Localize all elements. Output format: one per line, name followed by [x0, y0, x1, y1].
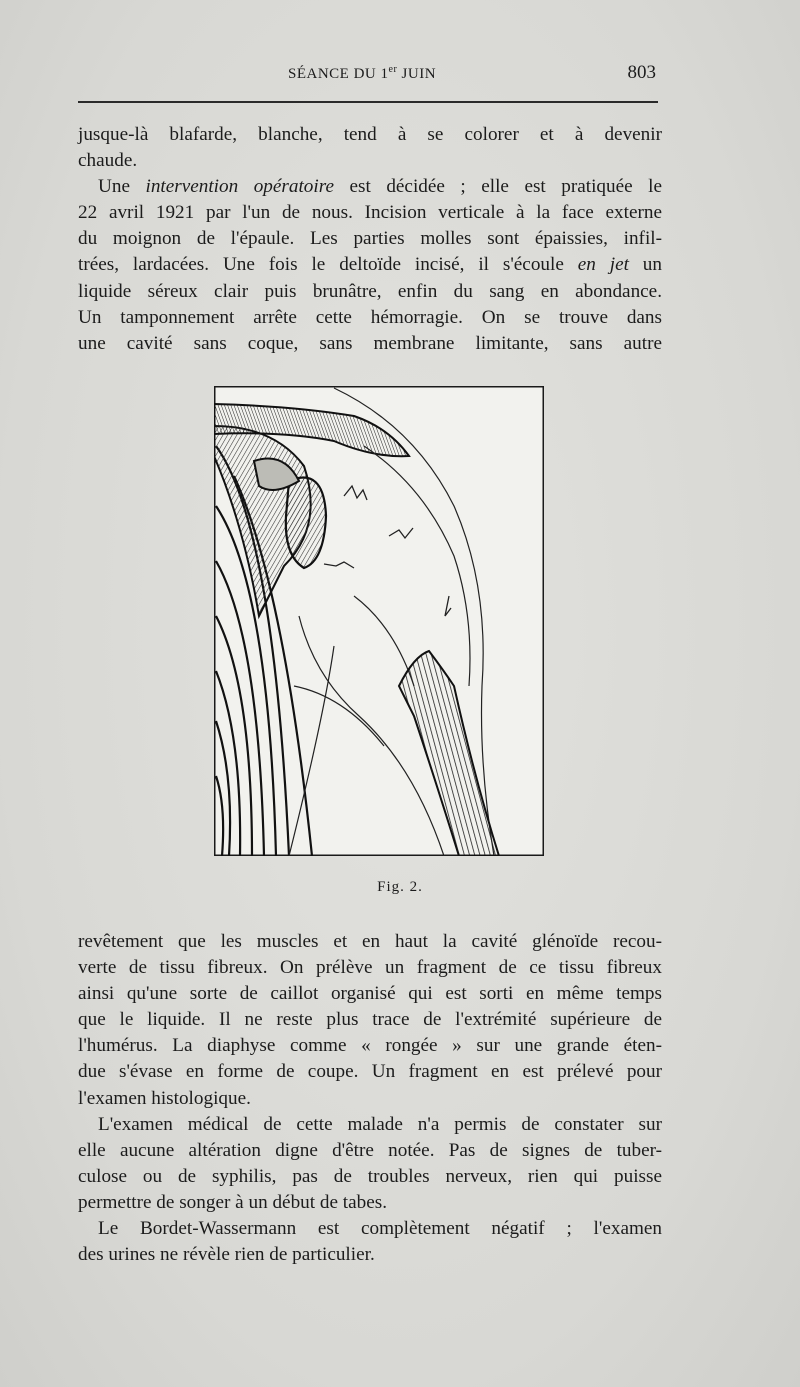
shoulder-illustration — [214, 386, 544, 856]
text-line: verte de tissu fibreux. On prélève un fragment de ce tissu fibreux — [78, 957, 662, 979]
text-fragment: trées, lardacées. Une fois le deltoïde incisé, il s'écoule — [78, 254, 578, 276]
text-line: liquide séreux clair puis brunâtre, enfin du sang en abondance. — [78, 280, 662, 302]
text-line: culose ou de syphilis, pas de troubles nerveux, rien qui puisse — [78, 1165, 662, 1187]
top-paragraphs — [78, 122, 662, 357]
running-title-month: JUIN — [397, 66, 437, 82]
text-line: l'examen histologique. — [78, 1087, 251, 1109]
running-title-text: SÉANCE DU 1 — [288, 66, 389, 82]
text-line: elle aucune altération digne d'être notée. Pas de signes de tuber- — [78, 1139, 662, 1161]
text-line: chaude. — [78, 150, 138, 172]
text-line: permettre de songer à un début de tabes. — [78, 1191, 388, 1213]
text-line: ainsi qu'une sorte de caillot organisé qui est sorti en même temps — [78, 983, 662, 1005]
italic-phrase: intervention opératoire — [145, 176, 334, 198]
text-line: due s'évase en forme de coupe. Un fragment en est prélevé pour — [78, 1061, 662, 1083]
text-line: 22 avril 1921 par l'un de nous. Incision verticale à la face externe — [78, 202, 662, 224]
text-line: du moignon de l'épaule. Les parties molles sont épaissies, infil- — [78, 228, 662, 250]
text-line: des urines ne révèle rien de particulier. — [78, 1244, 375, 1266]
figure-caption: Fig. 2. — [377, 879, 423, 895]
text-line: l'humérus. La diaphyse comme « rongée » sur une grande éten- — [78, 1035, 662, 1057]
text-line: L'examen médical de cette malade n'a permis de constater sur — [98, 1113, 662, 1135]
text-line — [78, 252, 662, 278]
text-fragment: Une — [98, 176, 146, 198]
running-title — [288, 64, 436, 83]
text-line: Le Bordet-Wassermann est complètement négatif ; l'examen — [98, 1218, 662, 1240]
text-line: que le liquide. Il ne reste plus trace de l'extrémité supérieure de — [78, 1009, 662, 1031]
bottom-paragraphs — [78, 929, 662, 1268]
italic-phrase: en jet — [577, 254, 629, 276]
text-line: jusque-là blafarde, blanche, tend à se colorer et à devenir — [78, 124, 662, 145]
text-fragment: un — [628, 254, 662, 276]
running-title-sup: er — [388, 64, 398, 75]
text-line — [78, 174, 662, 200]
shoulder-drawing — [214, 386, 544, 856]
header-rule — [78, 101, 658, 103]
text-line: Un tamponnement arrête cette hémorragie. On se trouve dans — [78, 306, 662, 328]
text-line: une cavité sans coque, sans membrane limitante, sans autre — [78, 332, 662, 354]
text-fragment: est décidée ; elle est pratiquée le — [334, 176, 663, 198]
text-line: revêtement que les muscles et en haut la cavité glénoïde recou- — [78, 931, 662, 952]
page-number: 803 — [627, 62, 656, 83]
running-head — [78, 62, 658, 86]
